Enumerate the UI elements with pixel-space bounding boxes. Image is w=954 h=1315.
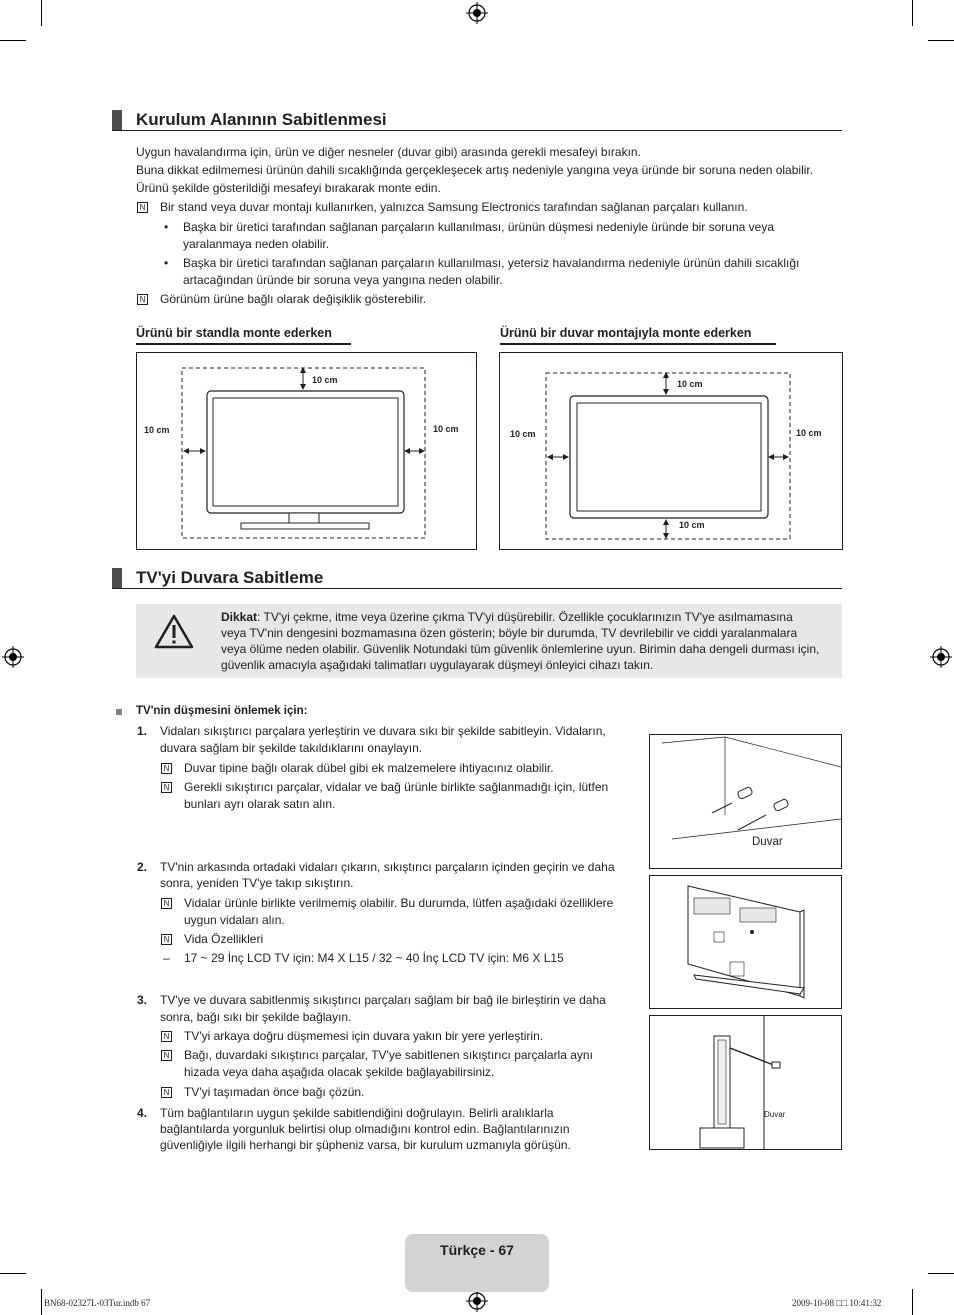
tv-tie-illustration <box>650 1016 841 1149</box>
wall-clamp-illustration <box>650 735 841 868</box>
screw-spec-text: 17 ~ 29 İnç LCD TV için: M4 X L15 / 32 ~ 40 İnç LCD TV için: M6 X L15 <box>184 951 564 965</box>
dimension-label-left: 10 cm <box>144 425 170 435</box>
bullet-icon: • <box>164 256 169 270</box>
warning-triangle-icon <box>154 614 194 650</box>
step-text: duvara sağlam bir şekilde takıldıklarını onaylayın. <box>160 741 423 755</box>
crop-mark <box>912 1289 913 1315</box>
registration-mark-icon <box>930 646 952 668</box>
step-number: 3. <box>137 993 148 1007</box>
intro-text: Ürünü şekilde gösterildiği mesafeyi bırakarak monte edin. <box>136 181 441 195</box>
dimension-label-right: 10 cm <box>796 428 822 438</box>
note-text: TV'yi taşımadan önce bağı çözün. <box>184 1085 365 1099</box>
intro-text: Buna dikkat edilmemesi ürünün dahili sıcaklığında gerçekleşecek artış nedeniyle yangına veya üründe bir soruna neden olabilir. <box>136 163 814 177</box>
section-title-text: TV'yi Duvara Sabitleme <box>136 568 324 587</box>
prevent-heading: TV'nin düşmesini önlemek için: <box>136 705 308 717</box>
tv-back-figure <box>649 875 842 1009</box>
note-text: bunları ayrı olarak satın alın. <box>184 797 336 811</box>
crop-mark <box>928 1273 954 1274</box>
stand-clearance-diagram <box>136 352 477 550</box>
crop-mark <box>0 1273 26 1274</box>
wall-clamp-figure <box>649 734 842 869</box>
section-title-text: Kurulum Alanının Sabitlenmesi <box>136 110 387 129</box>
crop-mark <box>41 0 42 26</box>
step-text: Tüm bağlantıların uygun şekilde sabitlendiğini doğrulayın. Belirli aralıklarla <box>160 1106 554 1120</box>
registration-mark-icon <box>466 2 488 24</box>
step-number: 1. <box>137 724 148 738</box>
step-number: 2. <box>137 860 148 874</box>
file-info: BN68-02327L-03Tur.indb 67 <box>44 1298 151 1308</box>
wall-label: Duvar <box>752 836 783 848</box>
crop-mark <box>912 0 913 26</box>
page-number-tab <box>405 1234 549 1292</box>
note-icon: N <box>161 1087 172 1098</box>
step-text: TV'ye ve duvara sabitlenmiş sıkıştırıcı parçaları sağlam bir bağ ile birleştirin ve daha <box>160 993 606 1007</box>
registration-mark-icon <box>2 646 24 668</box>
tv-back-illustration <box>650 876 841 1008</box>
warning-text: : TV'yi çekme, itme veya üzerine çıkma TV'yi düşürebilir. Özellikle çocuklarınızın TV'ye asılmamasına <box>257 610 793 624</box>
note-text: TV'yi arkaya doğru düşmemesi için duvara yakın bir yere yerleştirin. <box>184 1029 544 1043</box>
dimension-label-right: 10 cm <box>433 424 459 434</box>
note-text: hizada veya daha aşağıda olacak şekilde bağlayabilirsiniz. <box>184 1065 495 1079</box>
note-text: Bir stand veya duvar montajı kullanırken, yalnızca Samsung Electronics tarafından sağlanan parçaları kullanın. <box>160 200 748 214</box>
dash-icon: – <box>163 951 170 965</box>
note-text: Vida Özellikleri <box>184 932 264 946</box>
warning-label: Dikkat <box>221 610 258 624</box>
step-text: TV'nin arkasında ortadaki vidaları çıkarın, sıkıştırıcı parçaların içinden geçirin ve daha <box>160 860 615 874</box>
note-text: Gerekli sıkıştırıcı parçalar, vidalar ve bağ ürünle birlikte sağlanmadığı için, lütfen <box>184 780 609 794</box>
step-text: sonra, bağı sıkı bir şekilde bağlayın. <box>160 1010 352 1024</box>
dimension-label-bottom: 10 cm <box>679 520 705 530</box>
crop-mark <box>928 40 954 41</box>
note-icon: N <box>161 898 172 909</box>
note-icon: N <box>161 1050 172 1061</box>
heading-underline <box>500 343 776 345</box>
title-bar-marker <box>112 110 122 130</box>
note-text: Görünüm ürüne bağlı olarak değişiklik gösterebilir. <box>160 292 427 306</box>
registration-mark-icon <box>466 1290 488 1312</box>
bullet-icon: • <box>164 220 169 234</box>
step-text: bağlantılarda yorgunluk belirtisi olup olmadığını kontrol edin. Bağlantılarınızın <box>160 1122 570 1136</box>
dimension-label-top: 10 cm <box>312 375 338 385</box>
step-text: sonra, yeniden TV'ye takıp sıkıştırın. <box>160 876 354 890</box>
step-text: güvenliğiyle ilgili herhangi bir şüpheniz varsa, bir kurulum uzmanıyla görüşün. <box>160 1138 571 1152</box>
bullet-text: yaralanmaya neden olabilir. <box>183 237 330 251</box>
note-text: Vidalar ürünle birlikte verilmemiş olabilir. Bu durumda, lütfen aşağıdaki özelliklere <box>184 896 614 910</box>
section-title-wall-fixing <box>112 568 842 589</box>
heading-underline <box>136 343 351 345</box>
note-icon: N <box>161 934 172 945</box>
square-bullet-icon <box>116 709 122 715</box>
section-title-installation <box>112 110 842 131</box>
warning-text: güvenlik amacıyla aşağıdaki talimatları uygulayarak düşmeyi önleyici cihazı takın. <box>221 658 654 672</box>
warning-text: veya TV'nin dengesini bozmamasına özen gösterin; böyle bir durumda, TV devrilebilir ve ciddi yaralanmalara <box>221 626 798 640</box>
dimension-label-left: 10 cm <box>510 429 536 439</box>
note-text: Duvar tipine bağlı olarak dübel gibi ek malzemelere ihtiyacınız olabilir. <box>184 761 554 775</box>
dimension-label-top: 10 cm <box>677 379 703 389</box>
crop-mark <box>41 1289 42 1315</box>
crop-mark <box>0 40 26 41</box>
note-icon: N <box>161 782 172 793</box>
wall-label: Duvar <box>764 1110 786 1119</box>
bullet-text: Başka bir üretici tarafından sağlanan parçaların kullanılması, yetersiz havalandırma nedeniyle ürünün dahili sıcaklığı <box>183 256 800 270</box>
note-text: Bağı, duvardaki sıkıştırıcı parçalar, TV'ye sabitlenen sıkıştırıcı parçalarla aynı <box>184 1048 593 1062</box>
wall-clearance-diagram <box>499 352 843 550</box>
tv-tie-figure <box>649 1015 842 1150</box>
bullet-text: Başka bir üretici tarafından sağlanan parçaların kullanılması, ürünün düşmesi nedeniyle üründe bir soruna veya <box>183 220 775 234</box>
note-icon: N <box>137 294 148 305</box>
note-icon: N <box>161 763 172 774</box>
intro-text: Uygun havalandırma için, ürün ve diğer nesneler (duvar gibi) arasında gerekli mesafeyi bırakın. <box>136 145 641 159</box>
print-timestamp: 2009-10-08 □□ 10:41:32 <box>792 1298 882 1308</box>
page-number: Türkçe - 67 <box>440 1242 514 1258</box>
warning-text: veya ölüme neden olabilir. Güvenlik Notundaki tüm güvenlik önlemlerine uyun. Birimin daha dengeli durması için, <box>221 642 820 656</box>
warning-box <box>136 604 842 678</box>
note-icon: N <box>137 202 148 213</box>
note-icon: N <box>161 1031 172 1042</box>
note-text: uygun vidaları alın. <box>184 913 285 927</box>
wall-mount-heading: Ürünü bir duvar montajıyla monte ederken <box>500 326 752 340</box>
title-bar-marker <box>112 568 122 588</box>
bullet-text: artacağından üründe bir soruna veya yangına neden olabilir. <box>183 273 503 287</box>
stand-mount-heading: Ürünü bir standla monte ederken <box>136 326 332 340</box>
warning-line <box>221 609 793 626</box>
step-text: Vidaları sıkıştırıcı parçalara yerleştirin ve duvara sıkı bir şekilde sabitleyin. Vidaların, <box>160 724 606 738</box>
step-number: 4. <box>137 1106 148 1120</box>
